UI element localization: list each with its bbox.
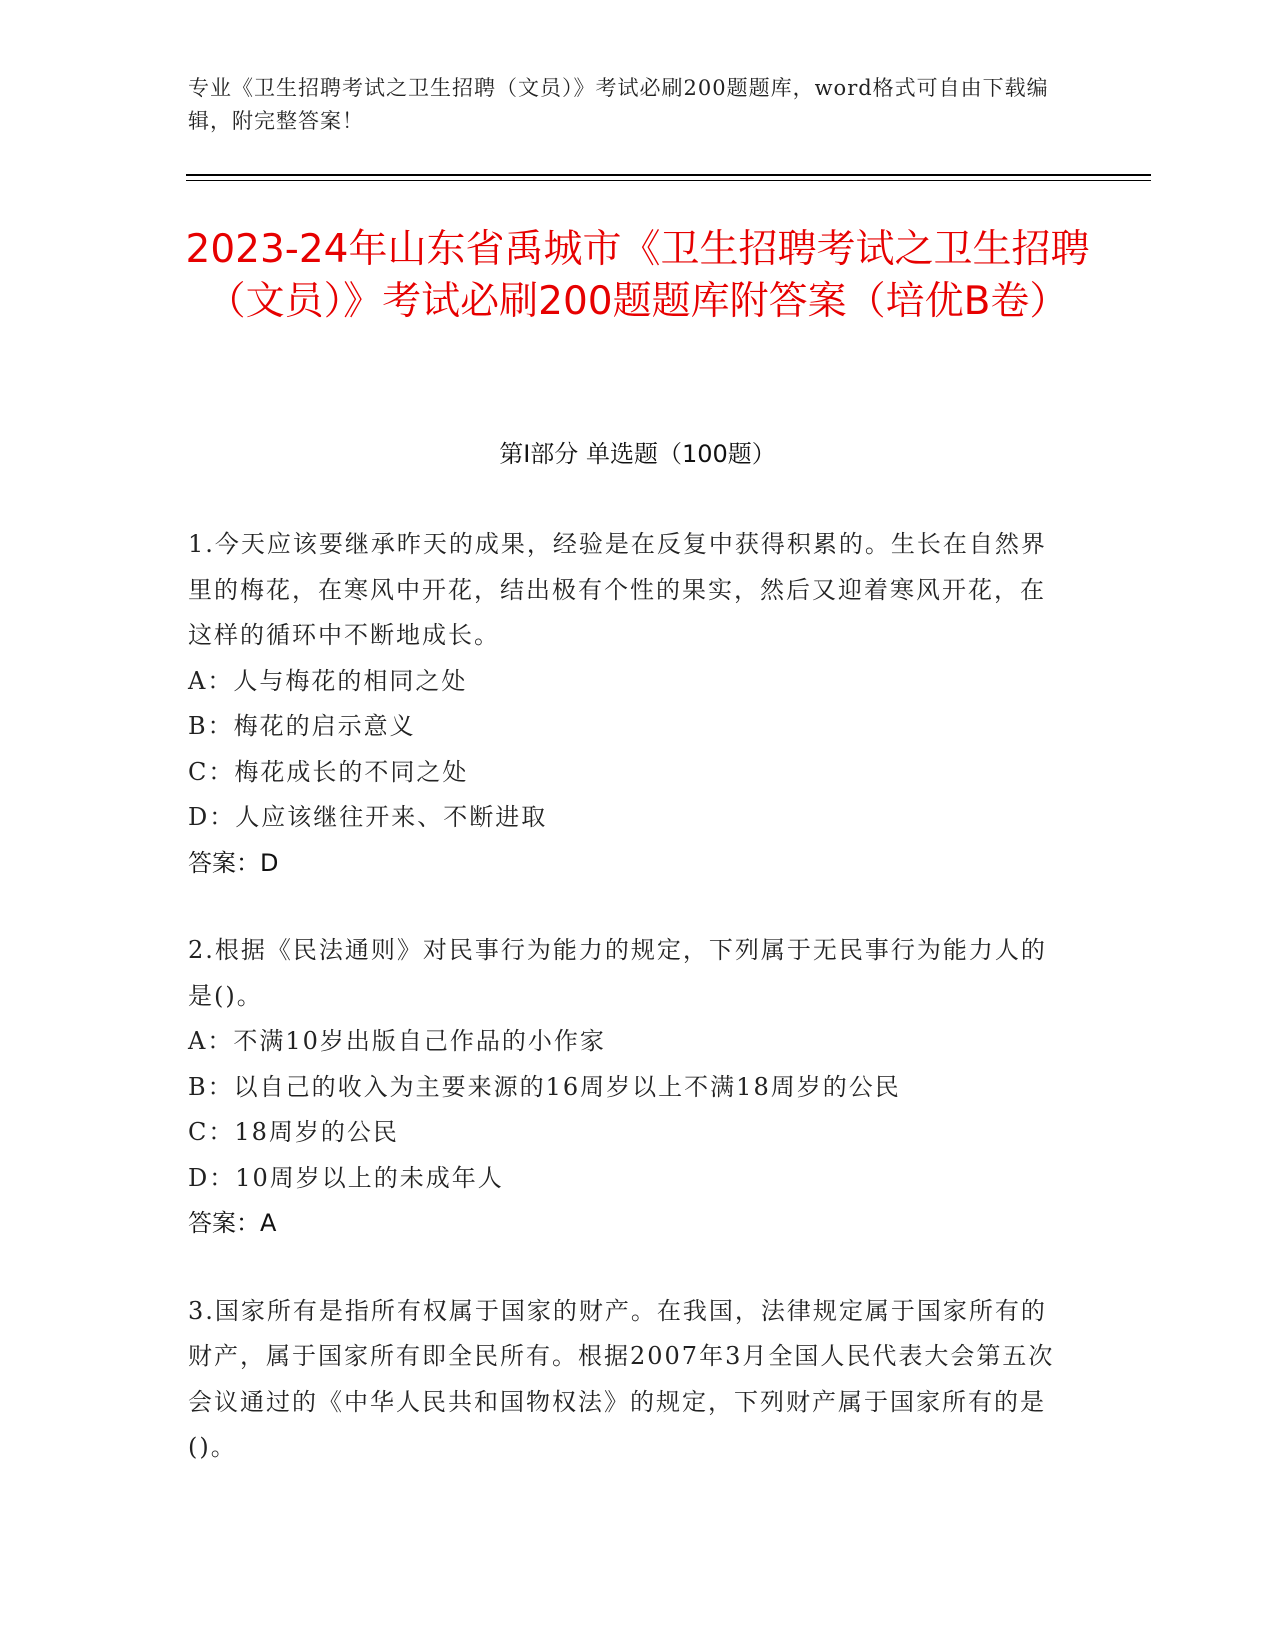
option-c: C：梅花成长的不同之处 xyxy=(188,757,469,786)
question-stem: 3.国家所有是指所有权属于国家的财产。在我国，法律规定属于国家所有的财产，属于国家所有即全民所有。根据2007年3月全国人民代表大会第五次会议通过的《中华人民共和国物权法》的规定，下列财产属于国家所有的是()。 xyxy=(188,1296,1055,1461)
option-d: D：10周岁以上的未成年人 xyxy=(188,1163,504,1192)
question-stem: 2.根据《民法通则》对民事行为能力的规定，下列属于无民事行为能力人的是()。 xyxy=(188,936,1047,1010)
option-d: D：人应该继往开来、不断进取 xyxy=(188,803,548,831)
document-title: 2023-24年山东省禹城市《卫生招聘考试之卫生招聘（文员）》考试必刷200题题库附答案（培优B卷） xyxy=(185,227,1090,324)
answer: 答案：D xyxy=(188,848,279,877)
option-c: C：18周岁的公民 xyxy=(188,1118,399,1146)
question-list xyxy=(188,522,1068,1513)
option-b: B：梅花的启示意义 xyxy=(188,712,416,740)
question-3 xyxy=(188,1289,1068,1471)
option-a: A：人与梅花的相同之处 xyxy=(188,666,468,695)
option-a: A：不满10岁出版自己作品的小作家 xyxy=(188,1027,606,1055)
question-2 xyxy=(188,928,1068,1247)
question-1 xyxy=(188,522,1068,886)
answer: 答案：A xyxy=(188,1209,277,1237)
header-divider-thick xyxy=(186,174,1151,176)
question-stem: 1.今天应该要继承昨天的成果，经验是在反复中获得积累的。生长在自然界里的梅花，在寒风中开花，结出极有个性的果实，然后又迎着寒风开花，在这样的循环中不断地成长。 xyxy=(188,530,1047,649)
header-note: 专业《卫生招聘考试之卫生招聘（文员）》考试必刷200题题库，word格式可自由下载编辑，附完整答案！ xyxy=(188,76,1049,133)
option-b: B：以自己的收入为主要来源的16周岁以上不满18周岁的公民 xyxy=(188,1072,901,1101)
section-heading: 第I部分 单选题（100题） xyxy=(499,440,776,468)
header-divider-thin xyxy=(186,180,1151,181)
